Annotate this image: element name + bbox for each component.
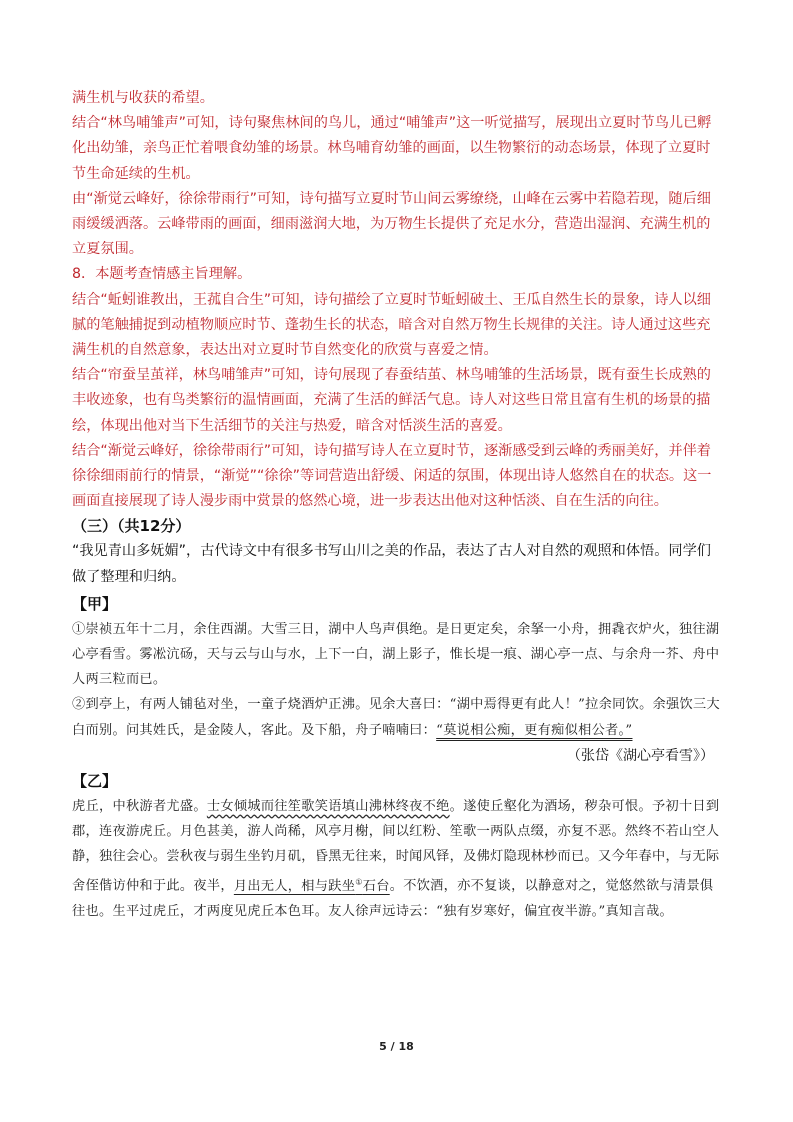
boatman-quote: “莫说相公痴，更有痴似相公者。” (436, 722, 633, 738)
question-8-heading: 8．本题考查情感主旨理解。 (72, 266, 252, 283)
section-heading: （三）（共12分） (72, 517, 191, 536)
passage-source: （张岱《湖心亭看雪》） (567, 747, 714, 764)
passage-jia-paragraph-2 (72, 692, 724, 742)
page-content (72, 86, 724, 924)
passage-text: 。不饮酒，亦不复谈，以静意对之，觉悠然欲与清景俱往也。生平过虎丘，才两度见虎丘本色耳。友人徐声远诗云：“独有岁寒好，偏宜夜半游。”真知言哉。 (72, 878, 714, 920)
passage-jia-paragraph-1: ①崇祯五年十二月，余住西湖。大雪三日，湖中人鸟声俱绝。是日更定矣，余拏一小舟，拥毳衣炉火，独往湖心亭看雪。雾凇沆砀，天与云与山与水，上下一白，湖上影子，惟长堤一痕、湖心亭一点、与余舟一芥、舟中人两三粒而已。 (72, 621, 720, 688)
answer-paragraph: 结合“帘蚕呈茧祥，林鸟哺雏声”可知，诗句展现了春蚕结茧、林鸟哺雏的生活场景，既有蚕生长成熟的丰收迹象，也有鸟类繁衍的温情画面，充满了生活的鲜活气息。诗人对这些日常且富有生机的场景的描绘，体现出他对当下生活细节的关注与热爱，暗含对恬淡生活的喜爱。 (72, 367, 711, 434)
passage-yi-paragraph (72, 794, 724, 924)
passage-text: 虎丘，中秋游者尤盛。 (72, 798, 207, 814)
passage-text: 。遂使丘壑化为酒场，秽杂可恨。予初十日到郡，连夜游虎丘。月色甚美，游人尚稀，风亭月榭，间以红粉、笙歌一两队点缀，亦复不恶。然终不若山空人静，独往会心。尝秋夜与弱生坐钓月矶，昏黑无往来，时闻风铎，及佛灯隐现林杪而已。又今年春中，与无际舍侄偕访仲和于此。夜半， (72, 798, 720, 894)
answer-paragraph: 结合“蚯蚓谁教出，王菰自合生”可知，诗句描绘了立夏时节蚯蚓破土、王瓜自然生长的景象，诗人以细腻的笔触捕捉到动植物顺应时节、蓬勃生长的状态，暗含对自然万物生长规律的关注。诗人通过这些充满生机的自然意象，表达出对立夏时节自然变化的欣赏与喜爱之情。 (72, 291, 711, 359)
answer-paragraph: 满生机与收获的希望。 (72, 90, 214, 106)
underlined-text: 月出无人，相与趺坐 (233, 878, 356, 894)
section-intro: “我见青山多妩媚”，古代诗文中有很多书写山川之美的作品，表达了古人对自然的观照和体悟。同学们做了整理和归纳。 (72, 543, 711, 585)
underlined-text: 石台 (362, 878, 390, 894)
underlined-sentence (234, 879, 390, 894)
answer-paragraph: 由“渐觉云峰好，徐徐带雨行”可知，诗句描写立夏时节山间云雾缭绕，山峰在云雾中若隐若现，随后细雨缓缓洒落。云峰带雨的画面，细雨滋润大地，为万物生长提供了充足水分，营造出湿润、充满生机的立夏氛围。 (72, 190, 711, 258)
page-number: 5 / 18 (379, 1040, 414, 1053)
passage-jia-label: 【甲】 (72, 594, 118, 613)
answer-paragraph: 结合“渐觉云峰好，徐徐带雨行”可知，诗句描写诗人在立夏时节，逐渐感受到云峰的秀丽美好，并伴着徐徐细雨前行的情景，“渐觉”“徐徐”等词营造出舒缓、闲适的氛围，体现出诗人悠然自在的状态。这一画面直接展现了诗人漫步雨中赏景的悠然心境，进一步表达出他对这种恬淡、自在生活的向往。 (72, 442, 712, 510)
footnote-marker: ① (355, 877, 363, 887)
answer-paragraph: 结合“林鸟哺雏声”可知，诗句聚焦林间的鸟儿，通过“哺雏声”这一听觉描写，展现出立夏时节鸟儿已孵化出幼雏，亲鸟正忙着喂食幼雏的场景。林鸟哺育幼雏的画面，以生物繁衍的动态场景，体现了立夏时节生命延续的生机。 (72, 115, 712, 182)
wavy-underlined-sentence: 士女倾城而往笙歌笑语填山沸林终夜不绝 (206, 798, 450, 814)
passage-text: ②到亭上，有两人铺毡对坐，一童子烧酒炉正沸。见余大喜曰：“湖中焉得更有此人！”拉余同饮。余强饮三大白而别。问其姓氏，是金陵人，客此。及下船，舟子喃喃曰： (72, 697, 720, 738)
passage-yi-label: 【乙】 (72, 771, 118, 790)
